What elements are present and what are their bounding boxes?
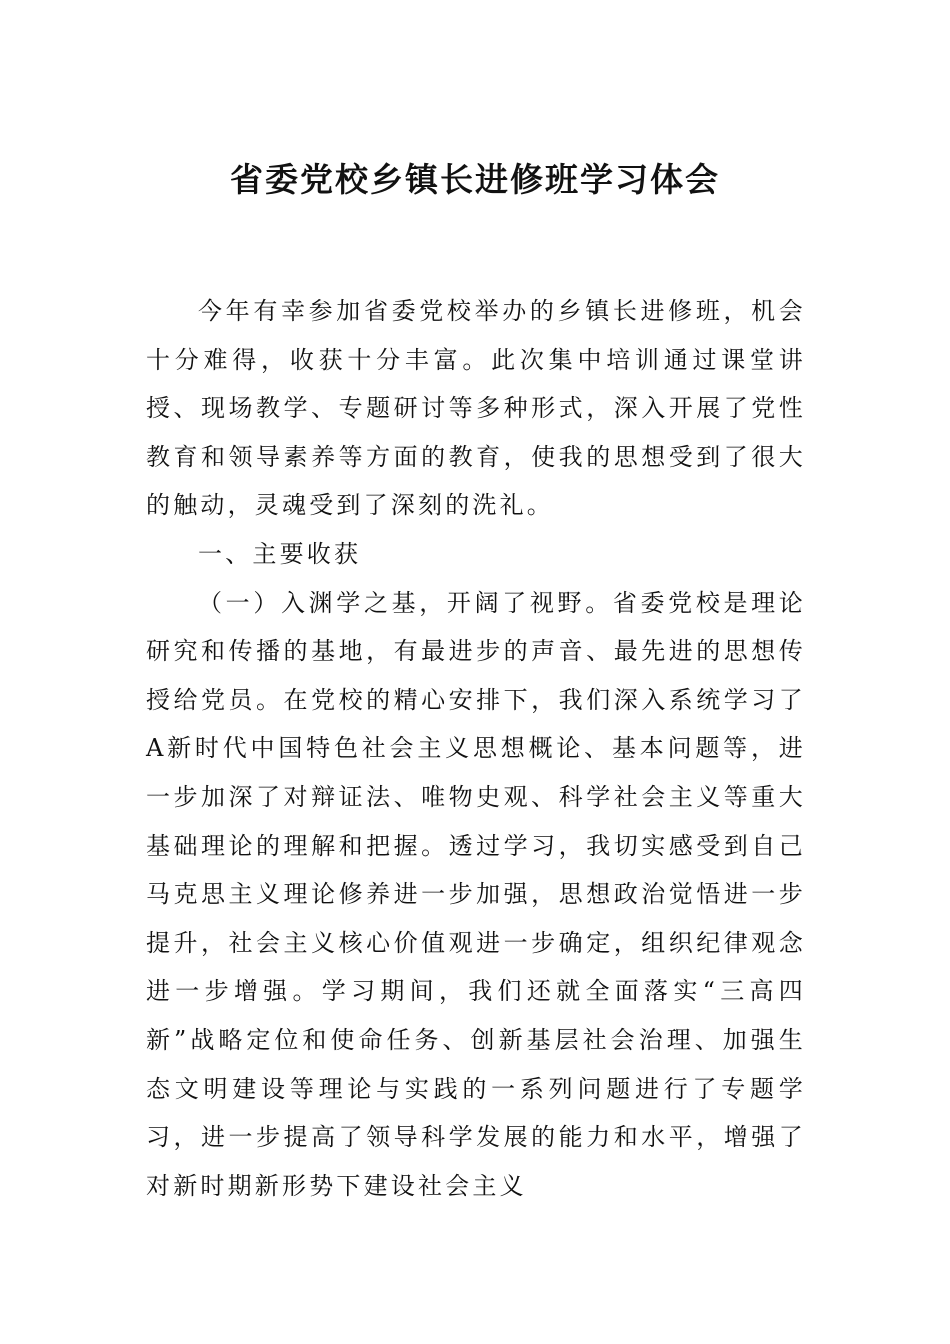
body-paragraph: （一）入渊学之基，开阔了视野。省委党校是理论研究和传播的基地，有最进步的声音、最先进的思想传授给党员。在党校的精心安排下，我们深入系统学习了A新时代中国特色社会主义思想概论、基本问题等，进一步加深了对辩证法、唯物史观、科学社会主义等重大基础理论的理解和把握。透过学习，我切实感受到自己马克思主义理论修养进一步加强，思想政治觉悟进一步提升，社会主义核心价值观进一步确定，组织纪律观念进一步增强。学习期间，我们还就全面落实“三高四新”战略定位和使命任务、创新基层社会治理、加强生态文明建设等理论与实践的一系列问题进行了专题学习，进一步提高了领导科学发展的能力和水平，增强了对新时期新形势下建设社会主义 [146,588,806,1200]
document-title: 省委党校乡镇长进修班学习体会 [230,160,720,199]
document-body [146,287,806,1210]
section-heading: 一、主要收获 [198,539,362,568]
intro-paragraph: 今年有幸参加省委党校举办的乡镇长进修班，机会十分难得，收获十分丰富。此次集中培训通过课堂讲授、现场教学、专题研讨等多种形式，深入开展了党性教育和领导素养等方面的教育，使我的思想受到了很大的触动，灵魂受到了深刻的洗礼。 [146,297,806,520]
